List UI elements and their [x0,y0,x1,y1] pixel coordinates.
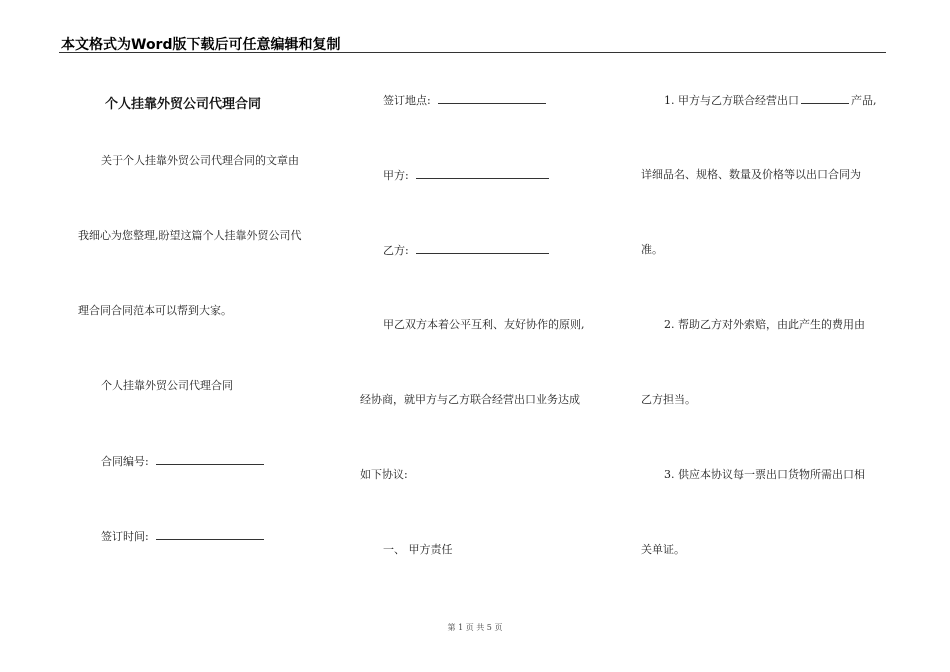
clause-3-line-1: 3. 供应本协议每一票出口货物所需出口相 [664,468,865,481]
party-b-blank [416,243,549,254]
page-number: 第 1 页 共 5 页 [447,623,503,632]
agreement-line-2: 经协商，就甲方与乙方联合经营出口业务达成 [360,393,580,406]
header-divider [59,52,886,53]
contract-number-label: 合同编号: [101,455,149,468]
contract-number-field [101,454,264,469]
party-b-field [383,243,549,258]
party-a-field [383,168,549,183]
contract-subtitle: 个人挂靠外贸公司代理合同 [101,379,233,392]
intro-line-2: 我细心为您整理,盼望这篇个人挂靠外贸公司代 [78,229,302,242]
sign-time-field [101,529,264,544]
document-header-title: 本文格式为Word版下载后可任意编辑和复制 [61,37,341,53]
agreement-line-3: 如下协议: [360,468,408,481]
section-heading-party-a: 一、 甲方责任 [383,543,453,556]
sign-time-label: 签订时间: [101,530,149,543]
clause-1-line-1 [664,93,877,108]
sign-time-blank [156,529,264,540]
product-blank [801,93,849,104]
intro-line-3: 理合同合同范本可以帮到大家。 [78,304,232,317]
sign-place-field [383,93,546,108]
clause-2-line-1: 2. 帮助乙方对外索赔，由此产生的费用由 [664,318,865,331]
clause-2-line-2: 乙方担当。 [641,393,696,406]
agreement-line-1: 甲乙双方本着公平互利、友好协作的原则, [383,318,585,331]
party-a-blank [416,168,549,179]
clause-1-text: 1. 甲方与乙方联合经营出口 [664,94,799,107]
sign-place-label: 签订地点: [383,94,431,107]
intro-line-1: 关于个人挂靠外贸公司代理合同的文章由 [101,154,299,167]
contract-number-blank [156,454,264,465]
party-a-label: 甲方: [383,169,409,182]
sign-place-blank [438,93,546,104]
clause-1-line-2: 详细品名、规格、数量及价格等以出口合同为 [641,168,861,181]
clause-3-line-2: 关单证。 [641,543,685,556]
clause-1-line-3: 准。 [641,243,663,256]
party-b-label: 乙方: [383,244,409,257]
contract-title: 个人挂靠外贸公司代理合同 [105,97,262,112]
clause-1-suffix: 产品, [851,94,877,107]
